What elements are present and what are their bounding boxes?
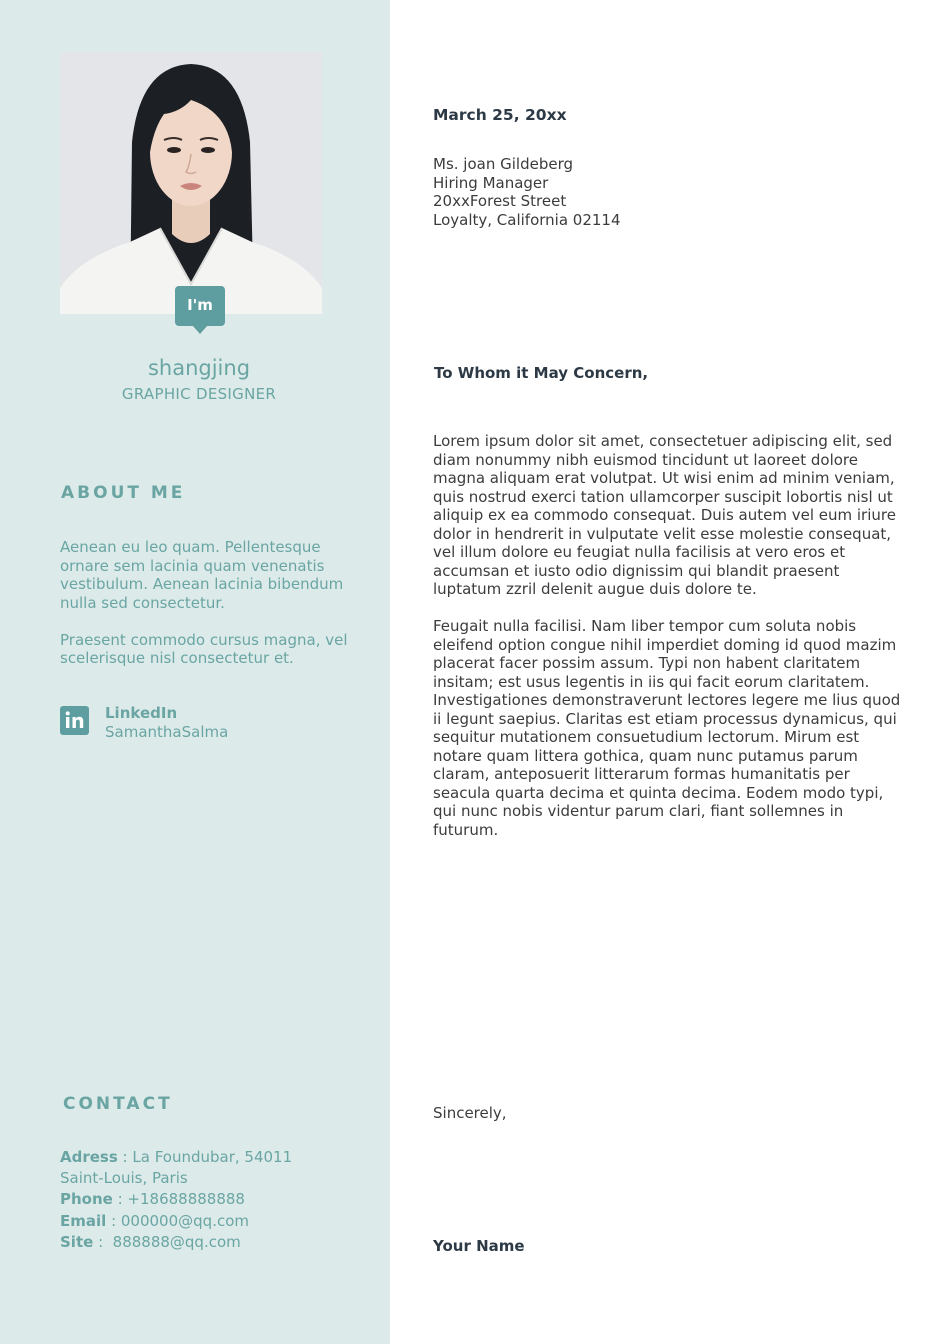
- contact-phone: [60, 1189, 292, 1210]
- recipient-street: 20xxForest Street: [433, 192, 567, 210]
- phone-label: Phone: [60, 1190, 113, 1209]
- recipient-name: Ms. joan Gildeberg: [433, 155, 573, 173]
- about-paragraph-2: Praesent commodo cursus magna, vel scelerisque nisl consectetur et.: [60, 630, 348, 667]
- recipient-title: Hiring Manager: [433, 173, 549, 192]
- site-value[interactable]: : 888888@qq.com: [93, 1232, 241, 1251]
- site-label: Site: [60, 1232, 94, 1251]
- about-paragraph-1: Aenean eu leo quam. Pellentesque ornare sem lacinia quam venenatis vestibulum. Aenean lacinia bibendum nulla sed consectetur.: [60, 538, 344, 612]
- sidebar: [0, 0, 390, 1344]
- contact-site: [60, 1232, 292, 1253]
- recipient-city: Loyalty, California 02114: [433, 210, 621, 229]
- letter-greeting: To Whom it May Concern,: [434, 364, 649, 382]
- linkedin-icon[interactable]: [60, 706, 89, 735]
- letter-date: March 25, 20xx: [433, 106, 567, 124]
- address-line-2: Saint-Louis, Paris: [60, 1169, 188, 1188]
- profile-role: GRAPHIC DESIGNER: [121, 385, 277, 403]
- email-label: Email: [60, 1211, 107, 1230]
- letter-paragraph-1: Lorem ipsum dolor sit amet, consectetuer adipiscing elit, sed diam nonummy nibh euismod tincidunt ut laoreet dolore magna aliquam erat volutpat. Ut wisi enim ad minim veniam, quis nostrud exerci tation ullamcorper suscipit lobortis nisl ut aliquip ex ea commodo consequat. Duis autem vel eum iriure dolor in hendrerit in vulputate velit esse molestie consequat, vel illum dolore eu feugiat nulla facilisis at vero eros et accumsan et iusto odio dignissim qui blandit praesent luptatum zzril delenit augue duis dolore te.: [433, 432, 896, 598]
- recipient-address: [433, 155, 621, 229]
- address-label: Adress: [60, 1148, 118, 1166]
- about-text: [60, 538, 350, 688]
- contact-details: [60, 1147, 292, 1253]
- profile-name: shangjing: [147, 356, 251, 380]
- profile-photo: [60, 52, 322, 314]
- contact-title: CONTACT: [63, 1094, 173, 1114]
- contact-email: [60, 1211, 292, 1232]
- letter-body: [433, 432, 903, 858]
- about-title: ABOUT ME: [61, 483, 186, 503]
- linkedin-handle[interactable]: SamanthaSalma: [105, 723, 229, 741]
- letter-signature: Your Name: [433, 1237, 525, 1255]
- letter-closing: Sincerely,: [433, 1104, 507, 1122]
- address-line-1: : La Foundubar, 54011: [117, 1148, 293, 1166]
- letter-paragraph-2: Feugait nulla facilisi. Nam liber tempor cum soluta nobis eleifend option congue nihil imperdiet doming id quod mazim placerat facer possim assum. Typi non habent claritatem insitam; est usus legentis in iis qui facit eorum claritatem. Investigationes demonstraverunt lectores legere me lius quod ii legunt saepius. Claritas est etiam processus dynamicus, qui sequitur mutationem consuetudium lectorum. Mirum est notare quam littera gothica, quam nunc putamus parum claram, anteposuerit litterarum formas humanitatis per seacula quarta decima et quinta decima. Eodem modo typi, qui nunc nobis videntur parum clari, fiant sollemnes in futurum.: [433, 617, 901, 839]
- intro-badge: I'm: [175, 286, 225, 326]
- contact-address: [60, 1147, 292, 1168]
- phone-value[interactable]: : +18688888888: [112, 1190, 245, 1209]
- linkedin-label: LinkedIn: [105, 704, 178, 722]
- email-value[interactable]: : 000000@qq.com: [106, 1211, 249, 1230]
